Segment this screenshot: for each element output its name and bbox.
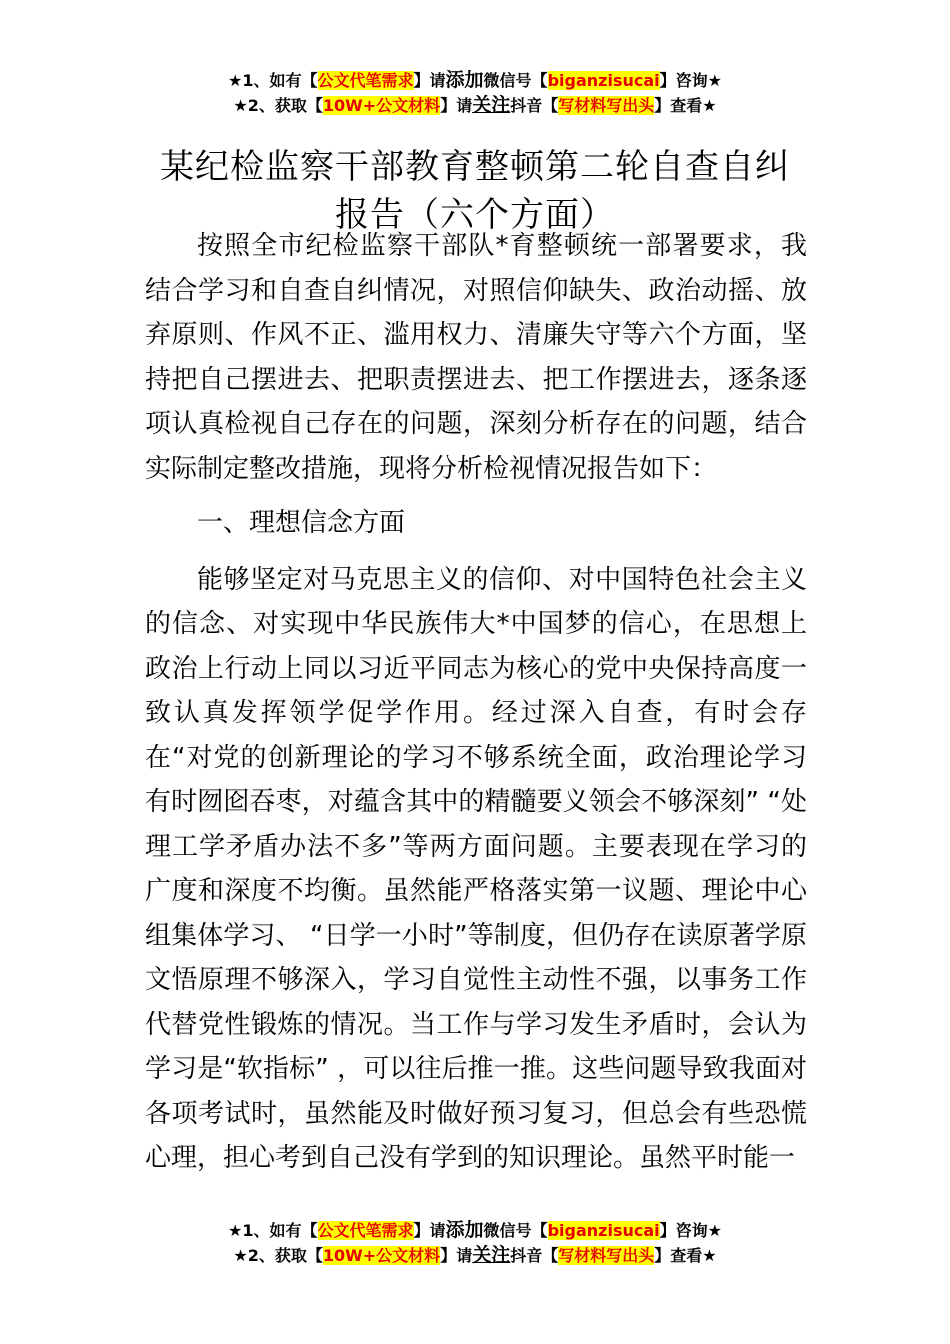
promo-highlight: 10W+公文材料 xyxy=(322,1246,441,1265)
section-heading: 一、理想信念方面 xyxy=(197,508,406,538)
promo-line-1 xyxy=(0,68,950,93)
promo-text: 】请 xyxy=(413,1221,446,1240)
promo-highlight: 写材料写出头 xyxy=(558,96,655,115)
promo-emphasis: 添加 xyxy=(445,1219,484,1241)
promo-highlight: biganzisucai xyxy=(547,71,660,90)
promo-emphasis: 关注 xyxy=(472,94,511,116)
promo-text: 抖音【 xyxy=(510,96,559,115)
promo-text: ★1、如有【 xyxy=(228,71,318,90)
document-body xyxy=(145,224,807,1191)
promo-banner-bottom xyxy=(0,1218,950,1268)
promo-highlight: 公文代笔需求 xyxy=(317,71,414,90)
promo-text: ★2、获取【 xyxy=(233,96,323,115)
promo-line-2 xyxy=(0,93,950,118)
promo-text: ★2、获取【 xyxy=(233,1246,323,1265)
promo-text: 微信号【 xyxy=(483,1221,548,1240)
promo-text: 微信号【 xyxy=(483,71,548,90)
promo-text: 】请 xyxy=(413,71,446,90)
promo-line-2 xyxy=(0,1243,950,1268)
document-title: 某纪检监察干部教育整顿第二轮自查自纠报告（六个方面） xyxy=(160,146,790,235)
promo-line-1 xyxy=(0,1218,950,1243)
promo-emphasis: 添加 xyxy=(445,69,484,91)
promo-text: 】请 xyxy=(440,96,473,115)
promo-highlight: 公文代笔需求 xyxy=(317,1221,414,1240)
promo-emphasis: 关注 xyxy=(472,1244,511,1266)
section-paragraph: 能够坚定对马克思主义的信仰、对中国特色社会主义的信念、对实现中华民族伟大*中国梦的信心，在思想上政治上行动上同以习近平同志为核心的党中央保持高度一致认真发挥领学促学作用。经过深入自查，有时会存在“对党的创新理论的学习不够系统全面，政治理论学习有时囫囵吞枣，对蕴含其中的精髓要义领会不够深刻” “处理工学矛盾办法不多”等两方面问题。主要表现在学习的广度和深度不均衡。虽然能严格落实第一议题、理论中心组集体学习、 “日学一小时”等制度，但仍存在读原著学原文悟原理不够深入，学习自觉性主动性不强，以事务工作代替党性锻炼的情况。当工作与学习发生矛盾时，会认为学习是“软指标” ，可以往后推一推。这些问题导致我面对各项考试时，虽然能及时做好预习复习，但总会有些恐慌心理，担心考到自己没有学到的知识理论。虽然平时能一 xyxy=(145,564,807,1173)
promo-text: 】请 xyxy=(440,1246,473,1265)
promo-highlight: 10W+公文材料 xyxy=(322,96,441,115)
promo-text: 】咨询★ xyxy=(659,71,722,90)
promo-text: 】查看★ xyxy=(654,96,717,115)
promo-banner-top xyxy=(0,68,950,118)
promo-highlight: 写材料写出头 xyxy=(558,1246,655,1265)
promo-text: 抖音【 xyxy=(510,1246,559,1265)
intro-paragraph: 按照全市纪检监察干部队*育整顿统一部署要求，我结合学习和自查自纠情况，对照信仰缺失、政治动摇、放弃原则、作风不正、滥用权力、清廉失守等六个方面，坚持把自己摆进去、把职责摆进去、把工作摆进去，逐条逐项认真检视自己存在的问题，深刻分析存在的问题，结合实际制定整改措施，现将分析检视情况报告如下： xyxy=(145,231,807,484)
promo-highlight: biganzisucai xyxy=(547,1221,660,1240)
promo-text: 】咨询★ xyxy=(659,1221,722,1240)
promo-text: ★1、如有【 xyxy=(228,1221,318,1240)
promo-text: 】查看★ xyxy=(654,1246,717,1265)
